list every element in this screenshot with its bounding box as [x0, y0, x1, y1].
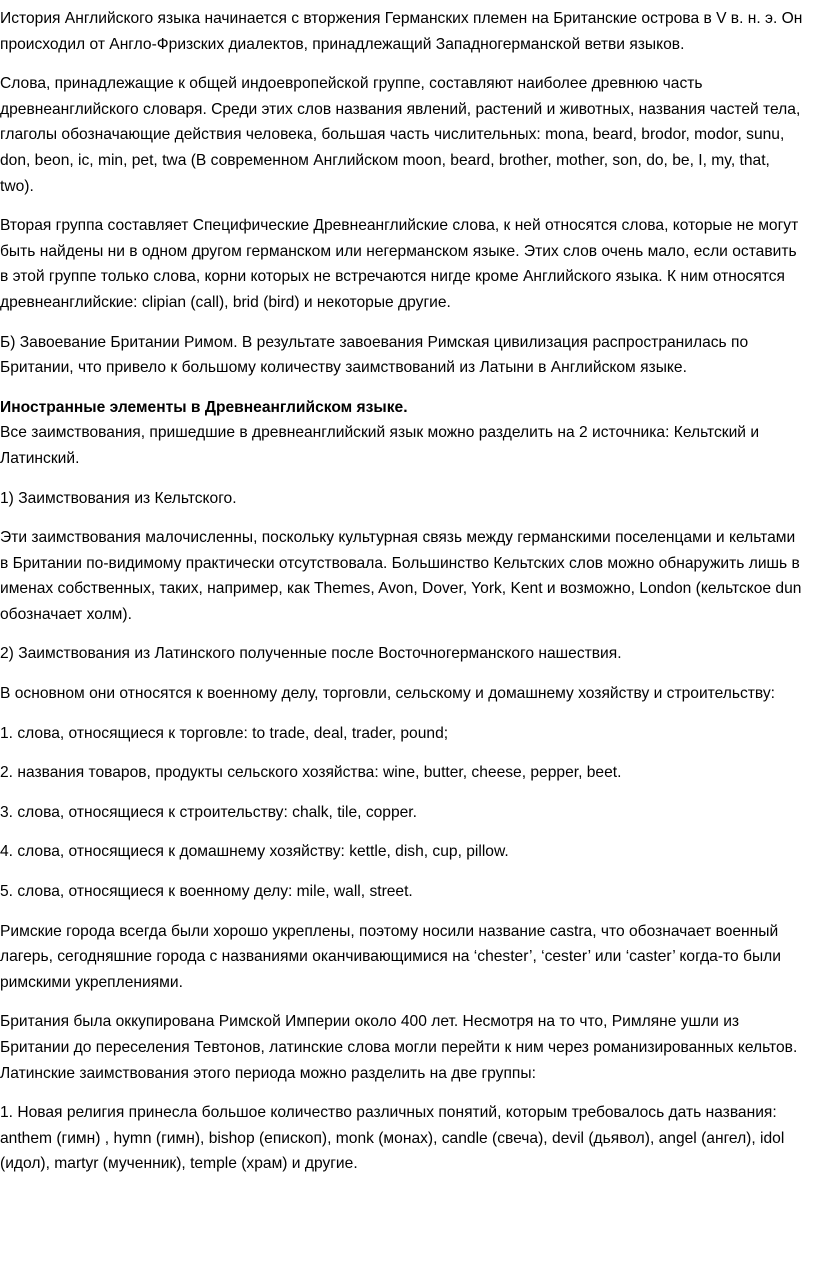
celtic-title: 1) Заимствования из Кельтского. — [0, 489, 237, 507]
paragraph-castra: Римские города всегда были хорошо укреплены, поэтому носили название castra, что обозначает военный лагерь, сегодняшние города с названиями оканчивающимися на ‘chester’, ‘cester’ или ‘caster’ когда-то были римскими укреплениями. — [0, 922, 781, 991]
list-item: 2. названия товаров, продукты сельского хозяйства: wine, butter, cheese, pepper, beet. — [0, 764, 622, 782]
section-intro: Все заимствования, пришедшие в древнеанглийский язык можно разделить на 2 источника: Кельтский и Латинский. — [0, 424, 760, 467]
celtic-text: Эти заимствования малочисленны, поскольку культурная связь между германскими поселенцами и кельтами в Британии по-видимому практически отсутствовала. Большинство Кельтских слов можно обнаружить лишь в именах собственных, таких, например, как Themes, Avon, Dover, York, Kent и возможно, London (кельтское dun обозначает холм). — [0, 529, 802, 623]
paragraph-specific-old-english: Вторая группа составляет Специфические Древнеанглийские слова, к ней относятся слова, которые не могут быть найдены ни в одном другом германском или негерманском языке. Этих слов очень мало, если оставить в этой группе только слова, корни которых не встречаются нигде кроме Английского языка. К ним относятся древнеанглийские: clipian (call), brid (bird) и некоторые другие. — [0, 217, 799, 311]
list-item: 5. слова, относящиеся к военному делу: mile, wall, street. — [0, 883, 413, 901]
list-item: 4. слова, относящиеся к домашнему хозяйству: kettle, dish, cup, pillow. — [0, 843, 509, 861]
paragraph-roman-conquest: Б) Завоевание Британии Римом. В результате завоевания Римская цивилизация распространилась по Британии, что привело к большому количеству заимствований из Латыни в Английском языке. — [0, 333, 749, 377]
list-item: 3. слова, относящиеся к строительству: chalk, tile, copper. — [0, 803, 417, 821]
paragraph-history-intro: История Английского языка начинается с вторжения Германских племен на Британские острова в V в. н. э. Он происходил от Англо-Фризских диалектов, принадлежащий Западногерманской ветви языков. — [0, 10, 803, 53]
paragraph-religion: 1. Новая религия принесла большое количество различных понятий, которым требовалось дать названия: anthem (гимн) , hymn (гимн), bishop (епископ), monk (монах), candle (свеча), devil (дьявол), angel (ангел), idol (идол), martyr (мученник), temple (храм) и другие. — [0, 1104, 785, 1173]
section-heading: Иностранные элементы в Древнеанглийском языке. — [0, 398, 408, 416]
paragraph-indo-european: Слова, принадлежащие к общей индоевропейской группе, составляют наиболее древнюю часть древнеанглийского словаря. Среди этих слов названия явлений, растений и животных, названия частей тела, глаголы обозначающие действия человека, большая часть числительных: mona, beard, brodor, modor, sunu, don, beon, ic, min, pet, twa (В современном Английском moon, beard, brother, mother, son, do, be, I, my, that, two). — [0, 75, 801, 195]
latin-intro: В основном они относятся к военному делу, торговли, сельскому и домашнему хозяйству и строительству: — [0, 685, 776, 703]
paragraph-occupation: Британия была оккупирована Римской Империи около 400 лет. Несмотря на то что, Римляне ушли из Британии до переселения Тевтонов, латинские слова могли перейти к ним через романизированных кельтов. Латинские заимствования этого периода можно разделить на две группы: — [0, 1013, 798, 1082]
latin-title: 2) Заимствования из Латинского полученные после Восточногерманского нашествия. — [0, 645, 622, 663]
list-item: 1. слова, относящиеся к торговле: to trade, deal, trader, pound; — [0, 724, 449, 742]
